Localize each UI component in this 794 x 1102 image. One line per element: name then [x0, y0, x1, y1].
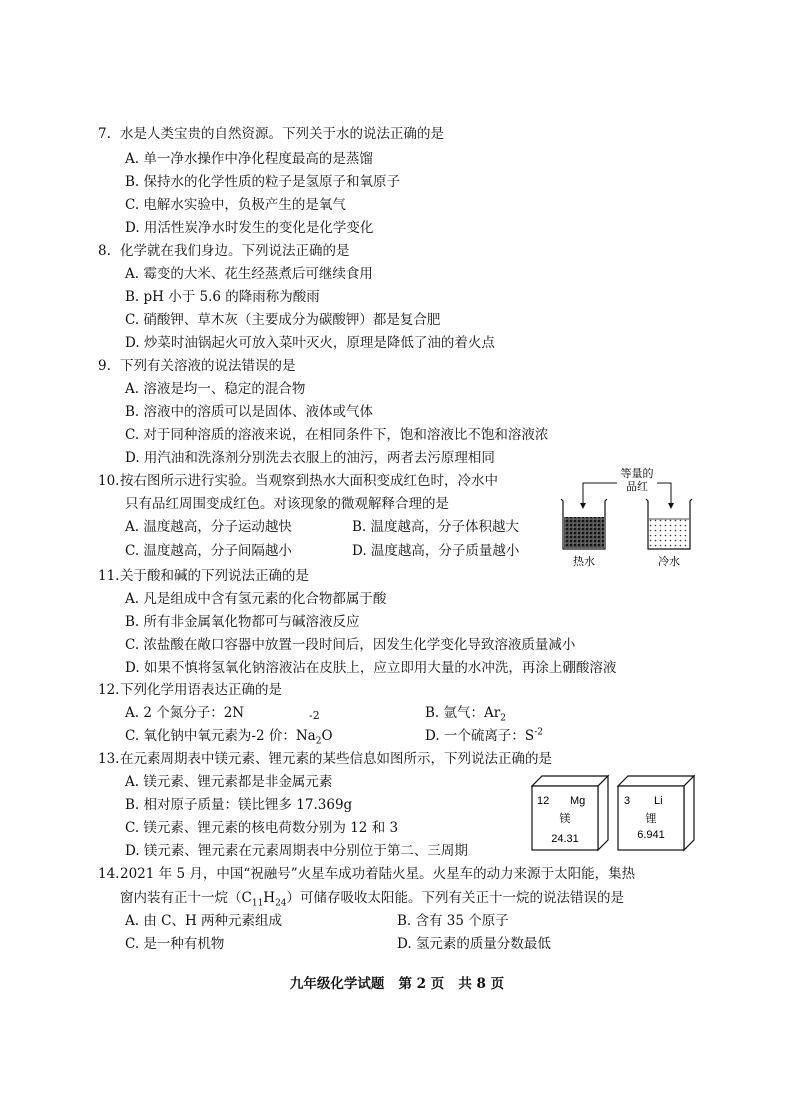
li-name: 锂 — [645, 812, 657, 825]
beaker-svg — [553, 463, 703, 573]
mg-mass: 24.31 — [551, 833, 579, 845]
question-11-stem: 11.关于酸和碱的下列说法正确的是 — [98, 568, 309, 584]
li-number: 3 — [624, 795, 631, 807]
arrow-left-head — [580, 503, 586, 509]
q13-option-b: B. 相对原子质量：镁比锂多 17.369g — [125, 797, 353, 813]
q9-option-b: B. 溶液中的溶质可以是固体、液体或气体 — [125, 404, 374, 420]
page-footer: 九年级化学试题 第 2 页 共 8 页 — [289, 976, 505, 992]
label-hot-water: 热水 — [573, 555, 595, 568]
q7-option-c: C. 电解水实验中，负极产生的是氧气 — [125, 197, 346, 213]
q11-option-c: C. 浓盐酸在敞口容器中放置一段时间后，因发生化学变化导致溶液质量减小 — [125, 637, 576, 653]
arrow-right — [657, 483, 671, 506]
q10-option-d: D. 温度越高，分子质量越小 — [352, 543, 520, 559]
q11-option-b: B. 所有非金属氧化物都可与碱溶液反应 — [125, 614, 360, 630]
question-9-stem: 9. 下列有关溶液的说法错误的是 — [98, 358, 296, 374]
q14-option-b: B. 含有 35 个原子 — [397, 913, 509, 929]
element-cells — [530, 774, 720, 852]
label-equal-amount: 等量的 — [620, 467, 654, 480]
q10-option-c: C. 温度越高，分子间隔越小 — [125, 543, 292, 559]
element-cell-li — [618, 776, 694, 850]
q8-option-d: D. 炒菜时油锅起火可放入菜叶灭火，原理是降低了油的着火点 — [125, 335, 495, 351]
element-cells-svg — [530, 774, 720, 852]
mg-number: 12 — [537, 795, 550, 807]
q10-option-a: A. 温度越高，分子运动越快 — [125, 519, 292, 535]
mg-name: 镁 — [559, 812, 571, 825]
q12-option-d: D. 一个硫离子：$S^{-2}$ — [425, 727, 543, 744]
mg-symbol: Mg — [570, 795, 586, 807]
q8-option-a: A. 霉变的大米、花生经蒸煮后可继续食用 — [125, 266, 373, 282]
q13-option-d: D. 镁元素、锂元素在元素周期表中分别位于第二、三周期 — [125, 843, 468, 859]
q8-option-b: B. pH 小于 5.6 的降雨称为酸雨 — [125, 289, 320, 305]
hot-water-fill — [564, 517, 604, 548]
cold-water-fill — [649, 519, 689, 548]
q14-option-c: C. 是一种有机物 — [125, 936, 225, 952]
question-10-stem: 10.按右图所示进行实验。当观察到热水大面积变成红色时，冷水中 — [98, 473, 498, 489]
q9-option-a: A. 溶液是均一、稳定的混合物 — [125, 381, 306, 397]
q11-option-a: A. 凡是组成中含有氢元素的化合物都属于酸 — [125, 591, 387, 607]
q9-option-d: D. 用汽油和洗涤剂分别洗去衣服上的油污，两者去污原理相同 — [125, 450, 495, 466]
q12-oxidation-state: -2 — [309, 709, 320, 722]
q10-option-b: B. 温度越高，分子体积越大 — [352, 519, 520, 535]
li-mass: 6.941 — [637, 829, 665, 841]
q7-option-a: A. 单一净水操作中净化程度最高的是蒸馏 — [125, 151, 373, 167]
li-symbol: Li — [654, 795, 663, 807]
arrow-right-head — [668, 503, 674, 509]
beaker-diagram — [553, 463, 703, 573]
element-cell-mg — [532, 776, 608, 850]
q14-option-d: D. 氢元素的质量分数最低 — [397, 936, 551, 952]
question-13-stem: 13.在元素周期表中镁元素、锂元素的某些信息如图所示，下列说法正确的是 — [98, 751, 552, 767]
q13-option-c: C. 镁元素、锂元素的核电荷数分别为 12 和 3 — [125, 820, 399, 836]
question-10-stem-line2: 只有品红周围变成红色。对该现象的微观解释合理的是 — [125, 496, 449, 512]
q8-option-c: C. 硝酸钾、草木灰（主要成分为碳酸钾）都是复合肥 — [125, 312, 441, 328]
q12-option-b: B. 氩气：$Ar_2$ — [425, 705, 506, 724]
q14-option-a: A. 由 C、H 两种元素组成 — [125, 913, 283, 929]
question-14-stem: 14.2021 年 5 月，中国“祝融号”火星车成功着陆火星。火星车的动力来源于太阳能，集热 — [98, 866, 636, 882]
q7-option-d: D. 用活性炭净水时发生的变化是化学变化 — [125, 220, 374, 236]
q9-option-c: C. 对于同种溶质的溶液来说，在相同条件下，饱和溶液比不饱和溶液浓 — [125, 427, 549, 443]
question-12-stem: 12.下列化学用语表达正确的是 — [98, 682, 282, 698]
question-7-stem: 7. 水是人类宝贵的自然资源。下列关于水的说法正确的是 — [98, 126, 444, 142]
q7-option-b: B. 保持水的化学性质的粒子是氢原子和氧原子 — [125, 174, 401, 190]
label-cold-water: 冷水 — [658, 555, 680, 568]
q13-option-a: A. 镁元素、锂元素都是非金属元素 — [125, 774, 333, 790]
q12-option-c: C. 氧化钠中氧元素为-2 价：$Na_2O$ — [125, 728, 333, 747]
arrow-left — [583, 483, 617, 506]
q12-option-a: A. 2 个氮分子：2N — [125, 705, 245, 721]
question-8-stem: 8. 化学就在我们身边。下列说法正确的是 — [98, 243, 350, 259]
question-14-stem-line2: 窗内装有正十一烷$(C_{11}H_{24})$可储存吸收太阳能。下列有关正十一烷的说法错误的是 — [120, 890, 625, 909]
label-pinkred: 品红 — [626, 480, 648, 493]
q11-option-d: D. 如果不慎将氢氧化钠溶液沾在皮肤上，应立即用大量的水冲洗，再涂上硼酸溶液 — [125, 660, 617, 676]
